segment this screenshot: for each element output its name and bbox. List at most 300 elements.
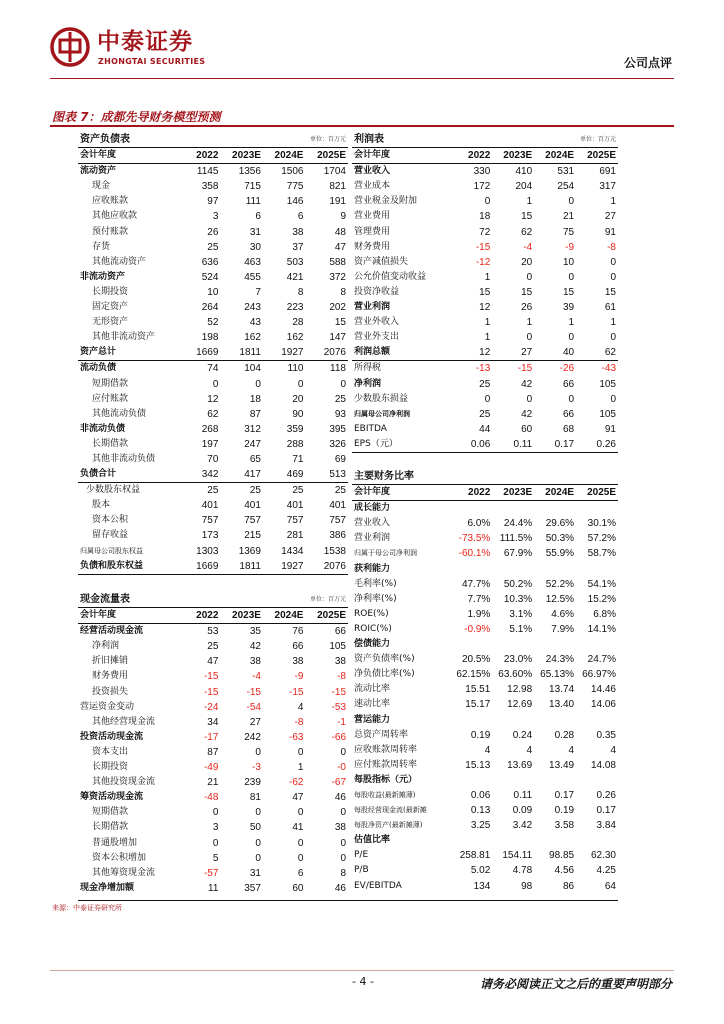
table-row <box>78 377 348 392</box>
row-value: 4 <box>526 744 533 756</box>
header-year: 2023E <box>220 608 263 624</box>
row-value: 63.60% <box>498 669 533 681</box>
table-row <box>352 194 618 209</box>
row-label: 应收账款 <box>92 196 129 207</box>
row-value: -15 <box>203 686 219 698</box>
cash-flow-table <box>78 592 348 896</box>
row-value: 6 <box>297 867 304 879</box>
row-label: 营业税金及附加 <box>354 196 418 207</box>
page-number: - 4 - <box>352 975 374 988</box>
row-value: 57.2% <box>587 533 616 545</box>
row-value <box>576 713 618 728</box>
row-value <box>450 501 492 517</box>
row-value: 0 <box>297 746 304 758</box>
row-label: 归属母公司净利润 <box>354 409 410 418</box>
row-label: 总资产周转率 <box>354 729 409 740</box>
row-value: 264 <box>201 302 219 314</box>
table-row <box>78 544 348 559</box>
row-label: 资产总计 <box>78 345 178 361</box>
row-value: 1369 <box>238 545 261 557</box>
row-value: 317 <box>599 181 616 193</box>
table-row <box>352 361 618 377</box>
row-value: 50 <box>249 822 261 834</box>
row-label: 其他应收款 <box>92 211 138 222</box>
table-row <box>352 179 618 194</box>
header-year: 2025E <box>305 608 348 624</box>
row-value: 162 <box>286 332 304 344</box>
row-label: 每股收益(最新摊薄) <box>354 790 416 799</box>
header-year: 2025E <box>576 485 618 501</box>
table-title: 主要财务比率 <box>352 469 534 485</box>
row-value: 66.97% <box>582 669 616 681</box>
row-label: 毛利率(%) <box>354 578 397 589</box>
row-label: 普通股增加 <box>92 837 138 848</box>
row-value: 0 <box>297 837 304 849</box>
row-value: 42 <box>521 408 533 420</box>
row-label: 资本公积增加 <box>92 852 147 863</box>
table-row <box>78 700 348 715</box>
row-value: -60.1% <box>458 548 491 560</box>
row-value: -8 <box>294 716 304 728</box>
row-value: 50.2% <box>503 578 533 590</box>
row-value: 65.13% <box>540 669 575 681</box>
row-value: 198 <box>201 332 219 344</box>
row-label: 营业收入 <box>354 166 391 177</box>
header-year: 2025E <box>305 148 348 164</box>
row-value: 1 <box>484 317 491 329</box>
header-divider <box>50 78 674 79</box>
row-value: 503 <box>286 256 304 268</box>
table-row <box>352 637 618 652</box>
table-row <box>78 851 348 866</box>
row-value: 91 <box>604 423 616 435</box>
row-value: 65 <box>249 453 261 465</box>
table-row <box>78 513 348 528</box>
row-value: 288 <box>286 438 304 450</box>
row-value: 18 <box>249 393 261 405</box>
row-label: 其他非流动负债 <box>92 453 156 464</box>
table-row <box>352 225 618 240</box>
row-label: 营业外支出 <box>354 332 400 343</box>
row-value: 0 <box>212 807 219 819</box>
row-value: 42 <box>249 641 261 653</box>
row-value: 204 <box>515 181 533 193</box>
row-value: -15 <box>475 241 491 253</box>
row-value: 0 <box>526 332 533 344</box>
table-row <box>352 531 618 546</box>
table-row <box>78 300 348 315</box>
row-value: 215 <box>244 530 261 542</box>
table-row <box>78 437 348 452</box>
row-value: 173 <box>201 530 219 542</box>
row-label: 营业利润 <box>354 302 391 313</box>
row-label: 长期借款 <box>92 438 129 449</box>
row-value: 58.7% <box>587 548 616 560</box>
table-row <box>352 833 618 848</box>
table-row <box>78 483 348 499</box>
row-value <box>492 501 534 517</box>
row-label: 经营活动现金流 <box>80 626 144 637</box>
table-header-row <box>78 148 348 164</box>
row-label: 流动资产 <box>80 166 117 177</box>
row-value: 243 <box>244 302 261 314</box>
row-value: 8 <box>297 286 304 298</box>
header-label: 会计年度 <box>78 148 178 164</box>
row-value: 395 <box>329 423 346 435</box>
document-type: 公司点评 <box>623 56 672 70</box>
table-row <box>78 422 348 437</box>
row-value: 0.26 <box>596 789 616 801</box>
row-value: 13.69 <box>507 759 533 771</box>
table-unit <box>534 469 618 485</box>
row-value <box>576 562 618 577</box>
row-value: 1303 <box>196 545 219 557</box>
row-value: 25 <box>334 393 346 405</box>
table-caption-row <box>78 132 348 148</box>
row-value: 25 <box>292 485 304 497</box>
row-label: 营业成本 <box>354 181 391 192</box>
table-row <box>352 803 618 818</box>
row-value: 0 <box>610 271 616 283</box>
row-value: 0.06 <box>450 437 492 453</box>
row-value: 15.51 <box>465 684 491 696</box>
table-row <box>352 682 618 697</box>
row-value: 0 <box>255 807 261 819</box>
row-value: 13.74 <box>549 684 575 696</box>
row-value: 636 <box>201 256 219 268</box>
header-year: 2023E <box>492 148 534 164</box>
row-value: 4.78 <box>512 865 533 877</box>
table-row <box>78 240 348 255</box>
row-value <box>576 637 618 652</box>
row-value: 2076 <box>305 559 348 575</box>
row-value: 154.11 <box>502 850 533 862</box>
table-row <box>78 209 348 224</box>
row-value: 15 <box>521 286 533 298</box>
row-label: 其他经营现金流 <box>92 716 156 727</box>
row-value: 47 <box>334 241 346 253</box>
header-label: 会计年度 <box>352 485 450 501</box>
row-value: 46 <box>334 792 346 804</box>
row-value: 0 <box>255 746 261 758</box>
row-value: 0 <box>610 393 616 405</box>
row-value: 326 <box>329 438 346 450</box>
row-value: -15 <box>289 686 304 698</box>
table-row <box>352 577 618 592</box>
row-value: 1145 <box>196 166 219 178</box>
row-label: 管理费用 <box>354 226 391 237</box>
row-label: 其他流动负债 <box>92 408 147 419</box>
table-row <box>352 516 618 531</box>
row-value: 1434 <box>281 545 304 557</box>
row-value: 30.1% <box>587 518 616 530</box>
row-value: 2076 <box>305 345 348 361</box>
table-title: 利润表 <box>352 132 534 148</box>
row-label: EV/EBITDA <box>354 880 402 891</box>
table-caption-row <box>352 132 618 148</box>
row-value: 757 <box>201 515 219 527</box>
table-row <box>78 730 348 745</box>
table-row <box>352 818 618 833</box>
header-label: 会计年度 <box>352 148 450 164</box>
zhongtai-logo-icon <box>50 27 90 67</box>
row-label: 净利润 <box>354 378 382 389</box>
row-value: 30 <box>249 241 261 253</box>
row-label: 现金净增加额 <box>80 882 135 893</box>
row-value: 24.7% <box>587 654 616 666</box>
row-value: 70 <box>207 453 219 465</box>
row-value: 62.30 <box>590 850 616 862</box>
row-value: 417 <box>220 467 263 483</box>
row-value: 105 <box>599 378 616 390</box>
row-value: 86 <box>562 880 575 892</box>
row-value: 1669 <box>178 345 221 361</box>
row-value: 202 <box>329 302 346 314</box>
row-label: 应付账款 <box>92 393 129 404</box>
row-label: 营业收入 <box>354 518 391 529</box>
row-value: 41 <box>292 822 304 834</box>
row-label: 资本支出 <box>92 746 129 757</box>
row-value: 62 <box>521 226 533 238</box>
row-value: 8 <box>340 286 346 298</box>
row-value: 0 <box>297 852 304 864</box>
row-value: 25 <box>334 485 346 497</box>
row-value: 12 <box>479 302 491 314</box>
row-value: -4 <box>252 671 261 683</box>
row-value: 757 <box>286 515 304 527</box>
table-row <box>352 300 618 315</box>
row-value: 68 <box>562 423 575 435</box>
table-bottom-rule <box>78 900 618 901</box>
row-value: -62 <box>289 777 304 789</box>
row-value: 0 <box>526 393 533 405</box>
row-value: 12 <box>450 345 492 361</box>
row-label: 营业费用 <box>354 211 391 222</box>
table-row <box>352 392 618 407</box>
row-value: -0 <box>337 762 346 774</box>
table-header-row <box>352 485 618 501</box>
row-value: 757 <box>244 515 261 527</box>
row-value: 50.3% <box>545 533 575 545</box>
row-value: 3 <box>212 822 219 834</box>
row-value: 67.9% <box>503 548 533 560</box>
row-label: 非流动资产 <box>80 271 126 282</box>
row-value <box>534 773 576 788</box>
row-value: 1356 <box>238 166 261 178</box>
row-value: 0.17 <box>554 789 575 801</box>
table-row <box>352 562 618 577</box>
row-value: 25 <box>249 485 261 497</box>
row-value: 21 <box>207 777 219 789</box>
figure-title: 图表 7：成都先导财务模型预测 <box>52 110 221 124</box>
row-value: 66 <box>334 626 346 638</box>
row-value: 98 <box>521 880 533 892</box>
table-row <box>78 179 348 194</box>
table-row <box>352 501 618 517</box>
row-value: 62 <box>576 345 618 361</box>
row-value <box>492 773 534 788</box>
row-value: 162 <box>244 332 261 344</box>
row-value: 0.17 <box>534 437 576 453</box>
row-value: 147 <box>329 332 346 344</box>
row-label: 筹资活动现金流 <box>80 792 144 803</box>
row-value <box>534 501 576 517</box>
row-value: 0.26 <box>576 437 618 453</box>
row-label: 少数股东权益 <box>86 485 141 496</box>
table-row <box>352 285 618 300</box>
row-value: -4 <box>523 241 533 253</box>
row-value <box>492 562 534 577</box>
header-year: 2023E <box>220 148 263 164</box>
row-value: 66 <box>562 378 575 390</box>
row-value: 455 <box>244 271 261 283</box>
row-label: 应付账款周转率 <box>354 759 418 770</box>
row-value: 372 <box>329 271 346 283</box>
row-value: 0.17 <box>596 805 616 817</box>
row-value: 0 <box>610 256 616 268</box>
row-label: P/E <box>354 850 369 861</box>
row-label: 资产负债率(%) <box>354 654 415 665</box>
table-row <box>78 760 348 775</box>
row-value: 531 <box>557 166 575 178</box>
financial-ratios-table <box>352 469 618 894</box>
logo-chinese-name: 中泰证券 <box>97 29 193 55</box>
row-value: 38 <box>292 226 304 238</box>
table-row <box>352 728 618 743</box>
row-value: 401 <box>244 500 261 512</box>
row-value: 43 <box>249 317 261 329</box>
row-value: 463 <box>244 256 261 268</box>
table-row <box>78 194 348 209</box>
row-value <box>576 501 618 517</box>
table-row <box>352 773 618 788</box>
row-value: -63 <box>289 731 304 743</box>
row-value: 13.40 <box>549 699 575 711</box>
table-row <box>352 863 618 878</box>
table-row <box>78 559 348 575</box>
row-value: 47.7% <box>461 578 491 590</box>
table-row <box>78 270 348 285</box>
row-value: 38 <box>334 656 346 668</box>
row-value: 0 <box>340 807 346 819</box>
row-value: 0 <box>297 807 304 819</box>
row-value: -43 <box>601 363 616 375</box>
table-row <box>78 715 348 730</box>
row-value: 715 <box>244 181 261 193</box>
row-value: 24.3% <box>545 654 575 666</box>
row-value: -15 <box>203 671 219 683</box>
table-row <box>352 209 618 224</box>
row-value: 7.9% <box>551 623 575 635</box>
table-row <box>78 805 348 820</box>
row-value: 268 <box>201 423 219 435</box>
row-value: 8 <box>340 867 346 879</box>
row-value: 312 <box>244 423 261 435</box>
row-label: 无形资产 <box>92 317 129 328</box>
row-value: 62 <box>207 408 219 420</box>
table-row <box>78 285 348 300</box>
row-value <box>534 713 576 728</box>
row-value: 1506 <box>281 166 304 178</box>
header-year: 2024E <box>534 485 576 501</box>
row-value: 0.11 <box>513 789 533 801</box>
table-row <box>78 330 348 345</box>
row-value: 13.49 <box>549 759 575 771</box>
row-value: 6 <box>297 211 304 223</box>
row-value: 18 <box>479 211 491 223</box>
row-label: 预付账款 <box>92 226 129 237</box>
header-year: 2024E <box>534 148 576 164</box>
table-caption-row <box>352 469 618 485</box>
row-value: 239 <box>244 777 261 789</box>
row-value: 1927 <box>263 559 306 575</box>
table-row <box>352 697 618 712</box>
row-value: 61 <box>604 302 616 314</box>
row-label: 净利润 <box>92 641 120 652</box>
row-value: 48 <box>334 226 346 238</box>
row-value: 0.13 <box>470 805 491 817</box>
row-value: 0 <box>212 378 219 390</box>
row-value: 0 <box>610 332 616 344</box>
row-value: 0 <box>568 271 575 283</box>
row-value: 386 <box>329 530 346 542</box>
row-label: 股本 <box>92 500 111 511</box>
table-row <box>352 713 618 728</box>
table-row <box>78 255 348 270</box>
row-value: 0.09 <box>512 805 533 817</box>
row-label: 投资损失 <box>92 686 129 697</box>
row-value: 134 <box>473 880 491 892</box>
row-value <box>450 562 492 577</box>
table-title: 现金流量表 <box>78 592 263 608</box>
row-label: 每股经营现金流(最新摊 <box>354 806 427 815</box>
row-label: 财务费用 <box>354 241 391 252</box>
row-value: 4 <box>610 744 616 756</box>
row-value: 1 <box>610 196 616 208</box>
row-value: 0 <box>255 378 261 390</box>
row-label: 长期投资 <box>92 286 129 297</box>
row-value: 5 <box>212 852 219 864</box>
row-label: 净利率(%) <box>354 593 397 604</box>
row-value: 1669 <box>178 559 221 575</box>
table-caption-row <box>78 592 348 608</box>
table-unit: 单位：百万元 <box>534 132 618 148</box>
row-label: 公允价值变动收益 <box>354 271 427 282</box>
header-year: 2025E <box>576 148 618 164</box>
row-value: -12 <box>475 256 491 268</box>
row-value: 421 <box>286 271 304 283</box>
row-value: 26 <box>521 302 533 314</box>
table-row <box>352 652 618 667</box>
table-row <box>352 848 618 863</box>
row-value: 91 <box>604 226 616 238</box>
row-value: 0 <box>297 378 304 390</box>
table-unit: 单位：百万元 <box>263 592 348 608</box>
table-row <box>352 546 618 561</box>
row-value: 14.08 <box>590 759 616 771</box>
table-row <box>352 437 618 453</box>
table-row <box>352 622 618 637</box>
table-row <box>352 377 618 392</box>
row-label: 投资净收益 <box>354 286 400 297</box>
table-row <box>78 452 348 467</box>
row-label: 营业利润 <box>354 533 391 544</box>
row-value: 1538 <box>323 545 346 557</box>
row-value: 25 <box>207 485 219 497</box>
table-row <box>78 790 348 805</box>
row-value: 7 <box>255 286 261 298</box>
row-value: 10 <box>207 286 219 298</box>
